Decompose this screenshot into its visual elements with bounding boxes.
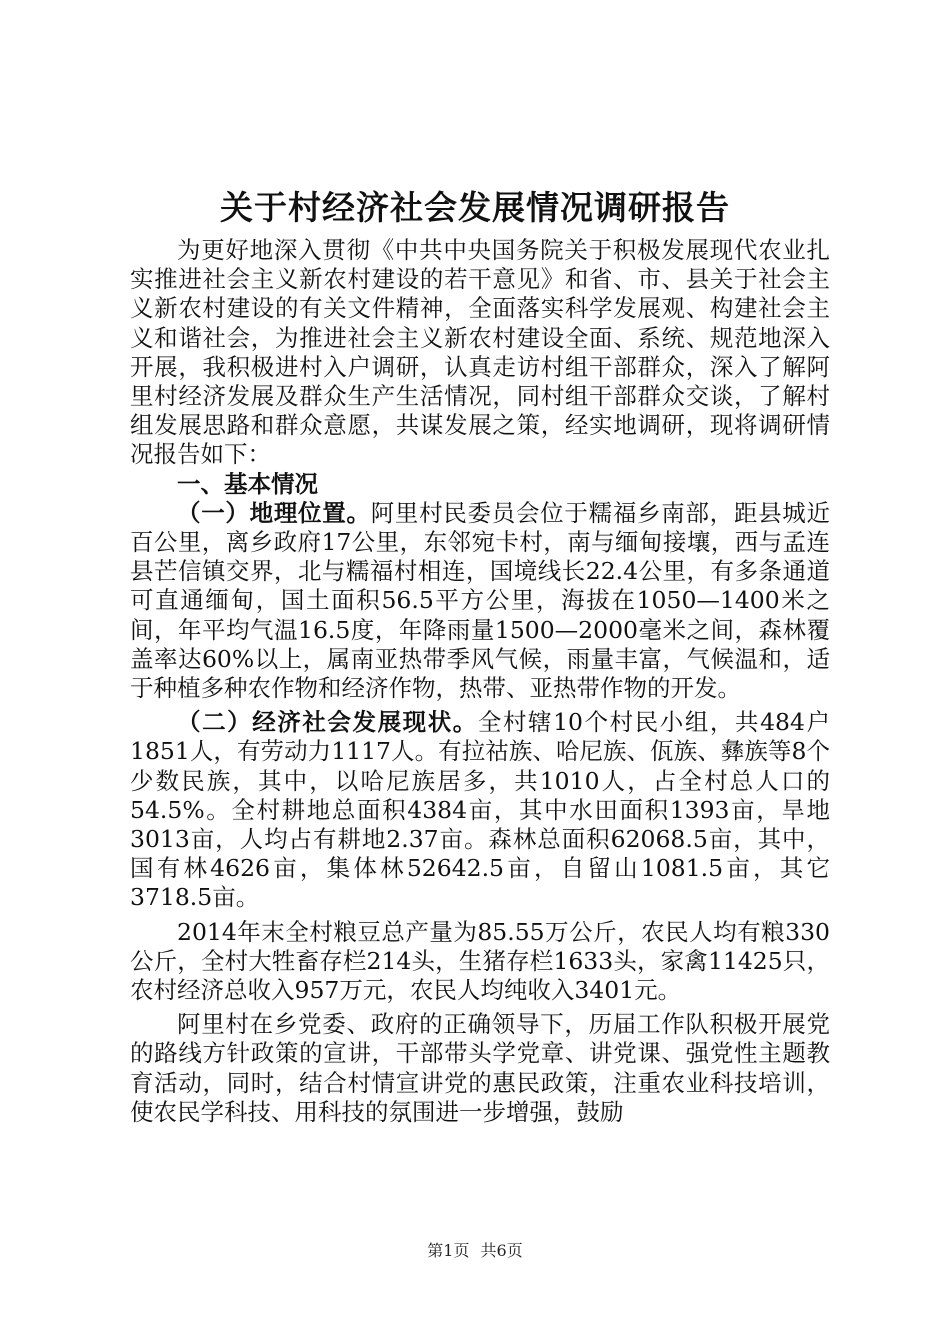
page-number: 第1页 [427, 1241, 470, 1260]
document-body [130, 236, 830, 1127]
geo-lead: （一）地理位置。 [177, 498, 371, 527]
document-title: 关于村经济社会发展情况调研报告 [220, 188, 730, 227]
page-total: 共6页 [480, 1241, 523, 1260]
section-heading-basic-info: 一、基本情况 [177, 469, 318, 498]
party-paragraph: 阿里村在乡党委、政府的正确领导下，历届工作队积极开展党的路线方针政策的宣讲，干部带头学党章、讲党课、强党性主题教育活动，同时，结合村情宣讲党的惠民政策，注重农业科技培训，使农民学科技、用科技的氛围进一步增强，鼓励 [130, 1010, 830, 1126]
page-footer [0, 1240, 950, 1262]
econ-paragraph [130, 708, 830, 912]
econ-lead: （二）经济社会发展现状。 [177, 708, 478, 737]
econ-text: 全村辖10个村民小组，共484户1851人，有劳动力1117人。有拉祜族、哈尼族、佤族、彝族等8个少数民族，其中，以哈尼族居多，共1010人，占全村总人口的54.5%。全村耕地总面积4384亩，其中水田面积1393亩，旱地3013亩，人均占有耕地2.37亩。森林总面积62068.5亩，其中，国有林4626亩，集体林52642.5亩，自留山1081.5亩，其它3718.5亩。 [130, 708, 830, 912]
geo-text: 阿里村民委员会位于糯福乡南部，距县城近百公里，离乡政府17公里，东邻宛卡村，南与缅甸接壤，西与孟连县芒信镇交界，北与糯福村相连，国境线长22.4公里，有多条通道可直通缅甸，国土面积56.5平方公里，海拔在1050—1400米之间，年平均气温16.5度，年降雨量1500—2000毫米之间，森林覆盖率达60%以上，属南亚热带季风气候，雨量丰富，气候温和，适于种植多种农作物和经济作物，热带、亚热带作物的开发。 [130, 498, 831, 703]
stats-paragraph: 2014年末全村粮豆总产量为85.55万公斤，农民人均有粮330公斤，全村大牲畜存栏214头，生猪存栏1633头，家禽11425只，农村经济总收入957万元，农民人均纯收入3401元。 [130, 917, 830, 1005]
intro-paragraph: 为更好地深入贯彻《中共中央国务院关于积极发展现代农业扎实推进社会主义新农村建设的若干意见》和省、市、县关于社会主义新农村建设的有关文件精神，全面落实科学发展观、构建社会主义和谐社会，为推进社会主义新农村建设全面、系统、规范地深入开展，我积极进村入户调研，认真走访村组干部群众，深入了解阿里村经济发展及群众生产生活情况，同村组干部群众交谈，了解村组发展思路和群众意愿，共谋发展之策，经实地调研，现将调研情况报告如下： [130, 236, 830, 469]
geo-paragraph [130, 499, 830, 703]
